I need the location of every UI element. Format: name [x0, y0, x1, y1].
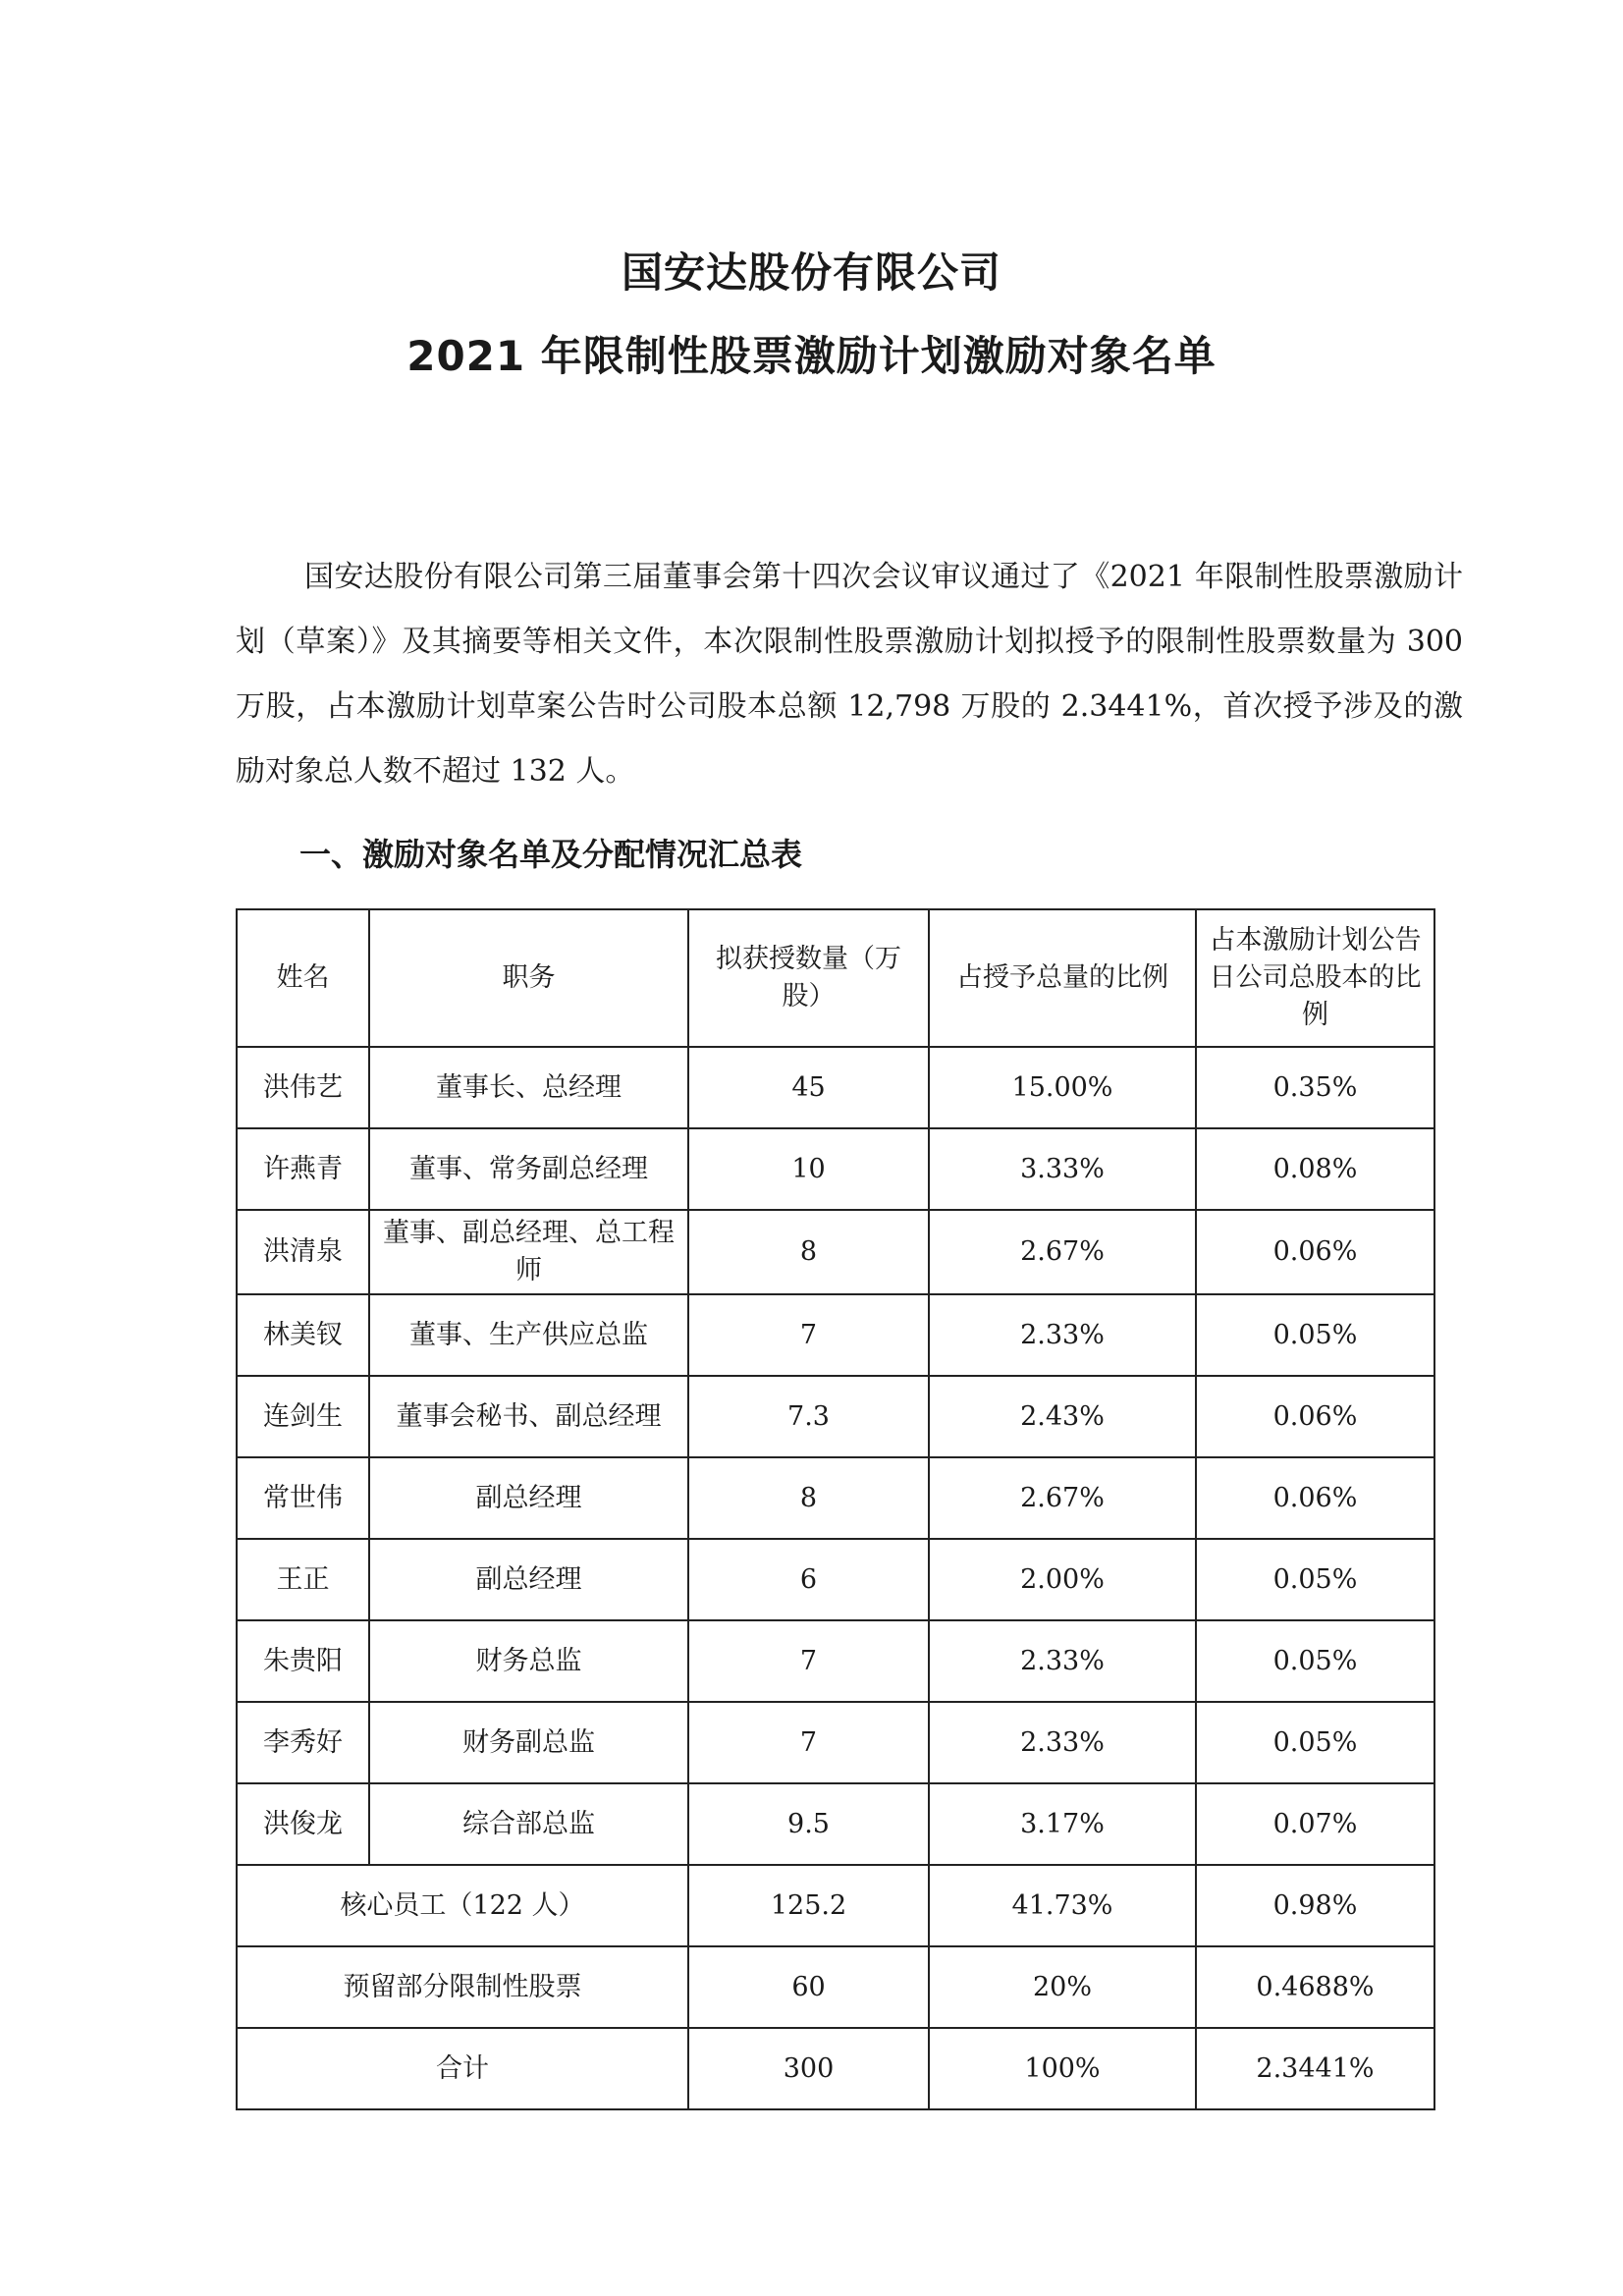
cell-label: 合计	[237, 2028, 688, 2109]
header-name: 姓名	[237, 909, 369, 1047]
cell-grant-ratio: 15.00%	[929, 1047, 1196, 1128]
cell-grant-ratio: 100%	[929, 2028, 1196, 2109]
cell-quantity: 7	[688, 1702, 929, 1783]
cell-capital-ratio: 0.05%	[1196, 1539, 1434, 1620]
summary-row	[237, 2028, 1434, 2109]
cell-position: 董事、常务副总经理	[369, 1128, 688, 1210]
cell-grant-ratio: 20%	[929, 1946, 1196, 2028]
cell-grant-ratio: 2.67%	[929, 1457, 1196, 1539]
cell-grant-ratio: 2.33%	[929, 1294, 1196, 1376]
cell-name: 许燕青	[237, 1128, 369, 1210]
cell-grant-ratio: 2.67%	[929, 1210, 1196, 1294]
header-quantity: 拟获授数量（万股）	[688, 909, 929, 1047]
cell-quantity: 7	[688, 1620, 929, 1702]
table-body	[237, 1047, 1434, 2109]
cell-grant-ratio: 2.00%	[929, 1539, 1196, 1620]
table-row	[237, 1376, 1434, 1457]
cell-capital-ratio: 0.35%	[1196, 1047, 1434, 1128]
cell-name: 林美钗	[237, 1294, 369, 1376]
cell-capital-ratio: 0.98%	[1196, 1865, 1434, 1946]
cell-name: 洪俊龙	[237, 1783, 369, 1865]
cell-quantity: 8	[688, 1210, 929, 1294]
allocation-table	[236, 908, 1435, 2110]
cell-name: 连剑生	[237, 1376, 369, 1457]
cell-grant-ratio: 41.73%	[929, 1865, 1196, 1946]
cell-capital-ratio: 0.06%	[1196, 1457, 1434, 1539]
section-heading: 一、激励对象名单及分配情况汇总表	[299, 836, 803, 873]
cell-name: 常世伟	[237, 1457, 369, 1539]
cell-name: 洪清泉	[237, 1210, 369, 1294]
cell-grant-ratio: 2.33%	[929, 1702, 1196, 1783]
cell-quantity: 6	[688, 1539, 929, 1620]
cell-quantity: 9.5	[688, 1783, 929, 1865]
cell-grant-ratio: 2.33%	[929, 1620, 1196, 1702]
cell-name: 朱贵阳	[237, 1620, 369, 1702]
cell-name: 洪伟艺	[237, 1047, 369, 1128]
table-row	[237, 1539, 1434, 1620]
cell-label: 预留部分限制性股票	[237, 1946, 688, 2028]
cell-position: 董事会秘书、副总经理	[369, 1376, 688, 1457]
table-row	[237, 1783, 1434, 1865]
cell-position: 董事长、总经理	[369, 1047, 688, 1128]
cell-quantity: 45	[688, 1047, 929, 1128]
cell-position: 财务副总监	[369, 1702, 688, 1783]
cell-quantity: 300	[688, 2028, 929, 2109]
cell-quantity: 8	[688, 1457, 929, 1539]
table-row	[237, 1294, 1434, 1376]
cell-capital-ratio: 0.05%	[1196, 1294, 1434, 1376]
cell-name: 李秀好	[237, 1702, 369, 1783]
cell-grant-ratio: 3.17%	[929, 1783, 1196, 1865]
cell-label: 核心员工（122 人）	[237, 1865, 688, 1946]
cell-quantity: 60	[688, 1946, 929, 2028]
cell-capital-ratio: 0.06%	[1196, 1210, 1434, 1294]
document-subtitle: 2021 年限制性股票激励计划激励对象名单	[406, 332, 1217, 380]
cell-capital-ratio: 0.4688%	[1196, 1946, 1434, 2028]
cell-position: 副总经理	[369, 1457, 688, 1539]
table-row	[237, 1620, 1434, 1702]
cell-capital-ratio: 0.07%	[1196, 1783, 1434, 1865]
cell-grant-ratio: 2.43%	[929, 1376, 1196, 1457]
cell-position: 董事、生产供应总监	[369, 1294, 688, 1376]
cell-capital-ratio: 2.3441%	[1196, 2028, 1434, 2109]
header-grant-ratio: 占授予总量的比例	[929, 909, 1196, 1047]
cell-capital-ratio: 0.05%	[1196, 1620, 1434, 1702]
cell-quantity: 10	[688, 1128, 929, 1210]
cell-grant-ratio: 3.33%	[929, 1128, 1196, 1210]
cell-quantity: 125.2	[688, 1865, 929, 1946]
cell-quantity: 7.3	[688, 1376, 929, 1457]
table-header-row	[237, 909, 1434, 1047]
document-title: 国安达股份有限公司	[621, 248, 1001, 297]
header-capital-ratio: 占本激励计划公告日公司总股本的比例	[1196, 909, 1434, 1047]
table-row	[237, 1210, 1434, 1294]
summary-row	[237, 1946, 1434, 2028]
table-row	[237, 1457, 1434, 1539]
cell-capital-ratio: 0.05%	[1196, 1702, 1434, 1783]
cell-position: 董事、副总经理、总工程师	[369, 1210, 688, 1294]
intro-paragraph: 国安达股份有限公司第三届董事会第十四次会议审议通过了《2021 年限制性股票激励计划（草案）》及其摘要等相关文件，本次限制性股票激励计划拟授予的限制性股票数量为 300 万股，占本激励计划草案公告时公司股本总额 12,798 万股的 2.3441%，首次授予涉及的激励对象总人数不超过 132 人。	[236, 560, 1463, 789]
header-position: 职务	[369, 909, 688, 1047]
cell-position: 副总经理	[369, 1539, 688, 1620]
cell-capital-ratio: 0.06%	[1196, 1376, 1434, 1457]
cell-position: 综合部总监	[369, 1783, 688, 1865]
table-row	[237, 1702, 1434, 1783]
cell-name: 王正	[237, 1539, 369, 1620]
cell-quantity: 7	[688, 1294, 929, 1376]
cell-position: 财务总监	[369, 1620, 688, 1702]
cell-capital-ratio: 0.08%	[1196, 1128, 1434, 1210]
summary-row	[237, 1865, 1434, 1946]
table-row	[237, 1047, 1434, 1128]
table-row	[237, 1128, 1434, 1210]
